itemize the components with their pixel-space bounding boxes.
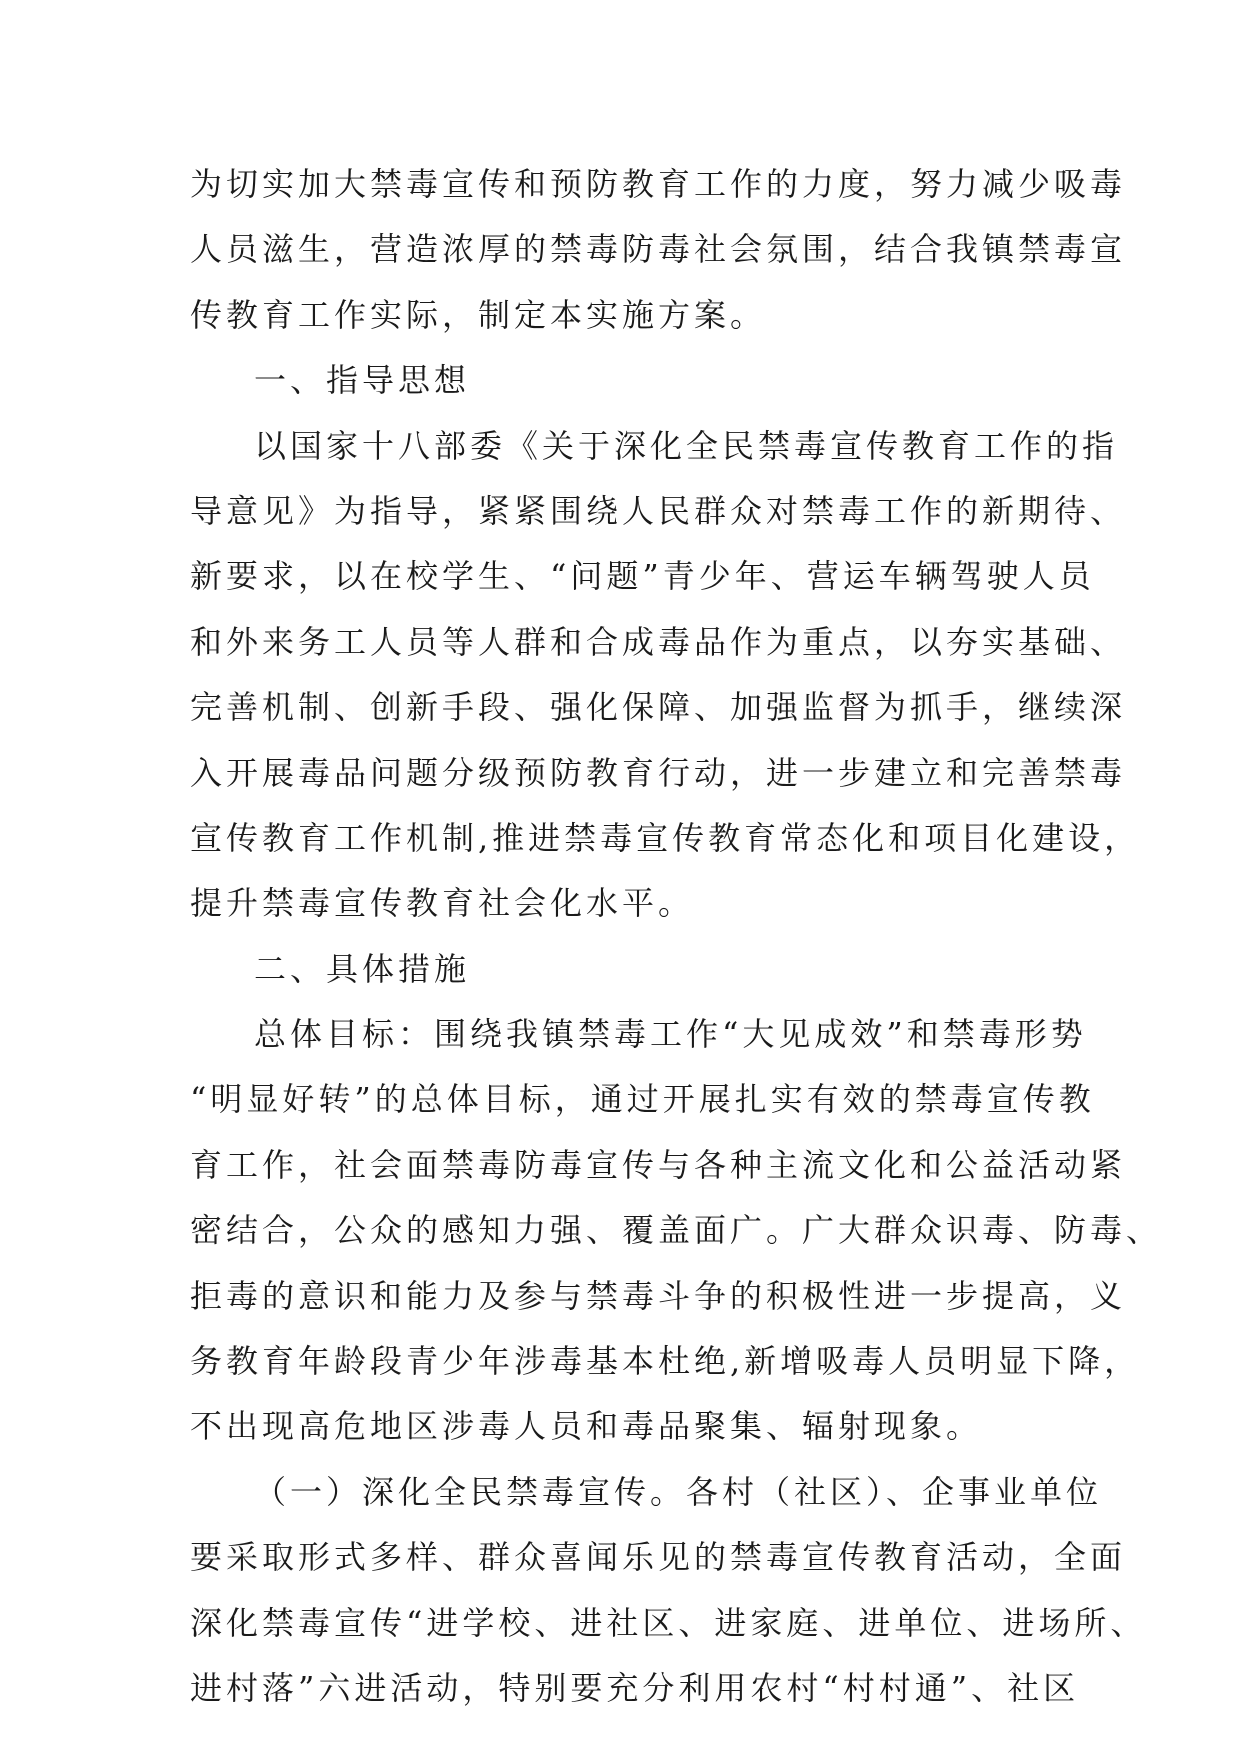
- text-line: [190, 479, 1127, 544]
- text-line-content: 宣传教育工作机制,推进禁毒宣传教育常态化和项目化建设，: [190, 818, 1141, 857]
- text-line-content: 入开展毒品问题分级预防教育行动，进一步建立和完善禁毒: [190, 753, 1127, 792]
- text-line: [190, 610, 1127, 675]
- text-line-content: 拒毒的意识和能力及参与禁毒斗争的积极性进一步提高，义: [190, 1276, 1127, 1315]
- text-line: [190, 1264, 1127, 1329]
- text-line: [190, 1525, 1127, 1590]
- text-line-content: 进村落”六进活动，特别要充分利用农村“村村通”、社区: [190, 1668, 1080, 1707]
- text-line: [190, 1394, 1070, 1459]
- text-line-content: 要采取形式多样、群众喜闻乐见的禁毒宣传教育活动，全面: [190, 1538, 1127, 1577]
- text-line-content: 完善机制、创新手段、强化保障、加强监督为抓手，继续深: [190, 688, 1127, 727]
- text-line-content: 传教育工作实际，制定本实施方案。: [190, 295, 767, 334]
- text-line: [190, 1591, 1147, 1656]
- text-line: [190, 741, 1127, 806]
- text-line: [190, 937, 1070, 1002]
- text-line: [190, 1656, 1080, 1721]
- text-line-content: 以国家十八部委《关于深化全民禁毒宣传教育工作的指: [254, 426, 1119, 465]
- text-line-content: 总体目标：围绕我镇禁毒工作“大见成效”和禁毒形势: [254, 1015, 1087, 1054]
- text-line: [190, 283, 1070, 348]
- text-line: [190, 1067, 1095, 1132]
- text-line: [190, 675, 1127, 740]
- text-line-content: （一）深化全民禁毒宣传。各村（社区）、企事业单位: [254, 1472, 1103, 1511]
- text-line: [190, 1002, 1087, 1067]
- text-line-content: “明显好转”的总体目标，通过开展扎实有效的禁毒宣传教: [190, 1080, 1095, 1119]
- text-line-content: 新要求，以在校学生、“问题”青少年、营运车辆驾驶人员: [190, 557, 1095, 596]
- text-line-content: 和外来务工人员等人群和合成毒品作为重点，以夯实基础、: [190, 622, 1127, 661]
- text-line-content: 深化禁毒宣传“进学校、进社区、进家庭、进单位、进场所、: [190, 1603, 1147, 1642]
- text-line-content: 提升禁毒宣传教育社会化水平。: [190, 884, 695, 923]
- text-line-content: 育工作，社会面禁毒防毒宣传与各种主流文化和公益活动紧: [190, 1145, 1127, 1184]
- text-line-content: 务教育年龄段青少年涉毒基本杜绝,新增吸毒人员明显下降，: [190, 1342, 1141, 1381]
- text-line: [190, 1329, 1141, 1394]
- text-line-content: 导意见》为指导，紧紧围绕人民群众对禁毒工作的新期待、: [190, 491, 1127, 530]
- text-line-content: 密结合，公众的感知力强、覆盖面广。广大群众识毒、防毒、: [190, 1211, 1163, 1250]
- text-line: [190, 348, 1070, 413]
- text-line: [190, 1198, 1163, 1263]
- text-line: [190, 871, 1070, 936]
- text-line-content: 为切实加大禁毒宣传和预防教育工作的力度，努力减少吸毒: [190, 165, 1127, 203]
- text-line: [190, 217, 1127, 282]
- text-line-content: 一、指导思想: [254, 361, 471, 400]
- text-line: [190, 414, 1119, 479]
- document-body: [190, 152, 1163, 1721]
- text-line-content: 不出现高危地区涉毒人员和毒品聚集、辐射现象。: [190, 1407, 983, 1446]
- text-line: [190, 1133, 1127, 1198]
- text-line: [190, 152, 1127, 217]
- text-line: [190, 1460, 1103, 1525]
- text-line: [190, 544, 1095, 609]
- text-line-content: 人员滋生，营造浓厚的禁毒防毒社会氛围，结合我镇禁毒宣: [190, 230, 1127, 269]
- text-line: [190, 806, 1141, 871]
- text-line-content: 二、具体措施: [254, 949, 471, 988]
